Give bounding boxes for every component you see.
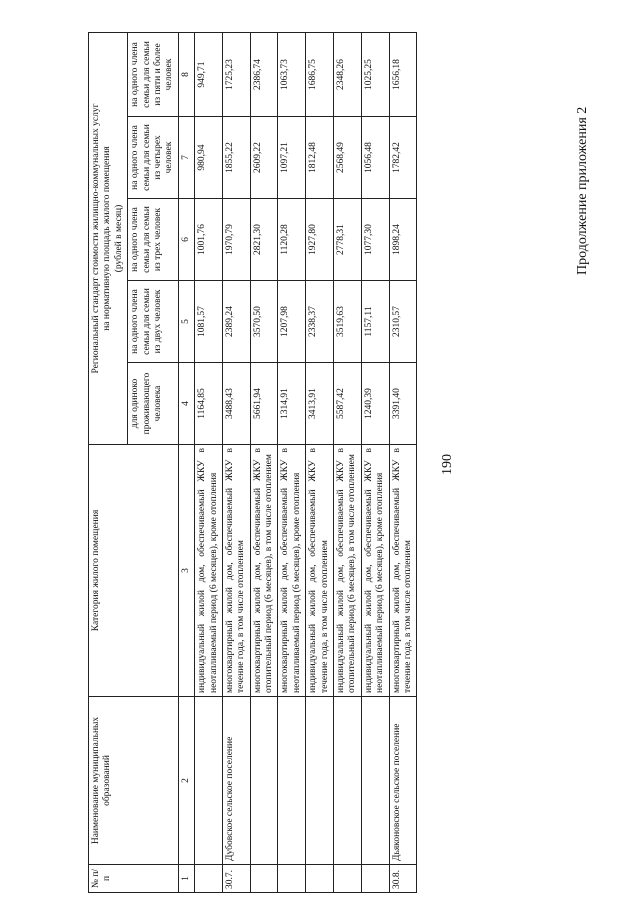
row-value: 2389,24 xyxy=(222,281,250,363)
row-value: 2310,57 xyxy=(389,281,417,363)
header-standard-line3: (рублей в месяц) xyxy=(113,204,124,273)
row-num xyxy=(334,865,362,893)
row-value: 1081,57 xyxy=(195,281,223,363)
row-num: 30.8. xyxy=(389,865,417,893)
col-number: 3 xyxy=(178,445,194,697)
row-value: 980,94 xyxy=(195,117,223,199)
row-value: 1025,25 xyxy=(361,32,389,116)
row-value: 1001,76 xyxy=(195,199,223,281)
row-municipality: Дубовское сельское поселение xyxy=(222,697,250,865)
row-value: 1782,42 xyxy=(389,117,417,199)
header-standard-line2: на нормативную площадь жилого помещения xyxy=(102,146,113,331)
row-value: 1725,23 xyxy=(222,32,250,116)
row-municipality xyxy=(195,697,223,865)
header-row-main xyxy=(89,32,128,892)
row-category: многоквартирный жилой дом, обеспечиваемый ЖКУ в неотапливаемый период (6 месяцев), кроме отопления xyxy=(278,445,306,697)
table-row xyxy=(334,32,362,892)
col-number: 6 xyxy=(178,199,194,281)
row-num: 30.7. xyxy=(222,865,250,893)
row-municipality xyxy=(334,697,362,865)
row-value: 5661,94 xyxy=(250,363,278,445)
table-row xyxy=(195,32,223,892)
row-municipality xyxy=(278,697,306,865)
row-category: многоквартирный жилой дом, обеспечиваемый ЖКУ в течение года, в том числе отоплением xyxy=(222,445,250,697)
row-category: индивидуальный жилой дом, обеспечиваемый ЖКУ в неотапливаемый период (6 месяцев), кроме отопления xyxy=(195,445,223,697)
row-municipality xyxy=(250,697,278,865)
row-value: 2778,31 xyxy=(334,199,362,281)
row-category: индивидуальный жилой дом, обеспечиваемый ЖКУ в отопительный период (6 месяцев), в том числе отоплением xyxy=(334,445,362,697)
col-number: 2 xyxy=(178,697,194,865)
header-sub-three: на одного члена семьи для семьи из трех человек xyxy=(128,199,179,281)
col-number: 4 xyxy=(178,363,194,445)
row-value: 3570,50 xyxy=(250,281,278,363)
cost-standard-table xyxy=(88,32,417,893)
col-number: 8 xyxy=(178,32,194,116)
row-value: 1812,48 xyxy=(306,117,334,199)
header-sub-five: на одного члена семьи для семьи из пяти и более человек xyxy=(128,32,179,116)
row-value: 3488,43 xyxy=(222,363,250,445)
table-row xyxy=(222,32,250,892)
row-value: 1207,98 xyxy=(278,281,306,363)
row-value: 3391,40 xyxy=(389,363,417,445)
row-category: многоквартирный жилой дом, обеспечиваемый ЖКУ в отопительный период (6 месяцев), в том числе отоплением xyxy=(250,445,278,697)
row-value: 5587,42 xyxy=(334,363,362,445)
row-value: 1898,24 xyxy=(389,199,417,281)
row-value: 1097,21 xyxy=(278,117,306,199)
row-municipality xyxy=(306,697,334,865)
row-value: 1314,91 xyxy=(278,363,306,445)
row-value: 1656,18 xyxy=(389,32,417,116)
col-number: 5 xyxy=(178,281,194,363)
row-num xyxy=(306,865,334,893)
header-sub-single: для одиноко проживающего человека xyxy=(128,363,179,445)
row-value: 1240,39 xyxy=(361,363,389,445)
header-standard-line1: Региональный стандарт стоимости жилищно-коммунальных услуг xyxy=(91,103,101,374)
row-value: 1056,48 xyxy=(361,117,389,199)
row-municipality xyxy=(361,697,389,865)
row-num xyxy=(250,865,278,893)
header-row-numbers xyxy=(178,32,194,892)
header-sub-four: на одного члена семьи для семьи из четырех человек xyxy=(128,117,179,199)
header-category: Категория жилого помещения xyxy=(89,445,179,697)
col-number: 7 xyxy=(178,117,194,199)
table-row xyxy=(306,32,334,892)
table-row xyxy=(250,32,278,892)
row-category: индивидуальный жилой дом, обеспечиваемый ЖКУ в неотапливаемый период (6 месяцев), кроме отопления xyxy=(361,445,389,697)
row-value: 1157,11 xyxy=(361,281,389,363)
row-value: 3413,91 xyxy=(306,363,334,445)
row-value: 2609,22 xyxy=(250,117,278,199)
row-value: 1686,75 xyxy=(306,32,334,116)
table-row xyxy=(389,32,417,892)
row-value: 949,71 xyxy=(195,32,223,116)
table-row xyxy=(361,32,389,892)
row-value: 2386,74 xyxy=(250,32,278,116)
table-row xyxy=(278,32,306,892)
row-value: 1077,30 xyxy=(361,199,389,281)
row-value: 1970,79 xyxy=(222,199,250,281)
row-value: 1927,80 xyxy=(306,199,334,281)
row-category: индивидуальный жилой дом, обеспечиваемый ЖКУ в течение года, в том числе отоплением xyxy=(306,445,334,697)
row-value: 1855,22 xyxy=(222,117,250,199)
appendix-note: Продолжение приложения 2 xyxy=(575,106,590,275)
header-num: № п/п xyxy=(89,865,179,893)
row-num xyxy=(361,865,389,893)
row-value: 3519,63 xyxy=(334,281,362,363)
row-value: 2568,49 xyxy=(334,117,362,199)
row-category: многоквартирный жилой дом, обеспечиваемый ЖКУ в течение года, в том числе отоплением xyxy=(389,445,417,697)
row-value: 2338,37 xyxy=(306,281,334,363)
col-number: 1 xyxy=(178,865,194,893)
header-sub-two: на одного члена семьи для семьи из двух человек xyxy=(128,281,179,363)
row-value: 2348,26 xyxy=(334,32,362,116)
header-standard xyxy=(89,32,128,444)
row-num xyxy=(278,865,306,893)
row-value: 1063,73 xyxy=(278,32,306,116)
header-municipality: Наименование муниципальных образований xyxy=(89,697,179,865)
page-number: 190 xyxy=(440,454,455,475)
row-value: 2821,30 xyxy=(250,199,278,281)
row-value: 1164,85 xyxy=(195,363,223,445)
row-num xyxy=(195,865,223,893)
row-municipality: Дьяконовское сельское поселение xyxy=(389,697,417,865)
row-value: 1120,28 xyxy=(278,199,306,281)
